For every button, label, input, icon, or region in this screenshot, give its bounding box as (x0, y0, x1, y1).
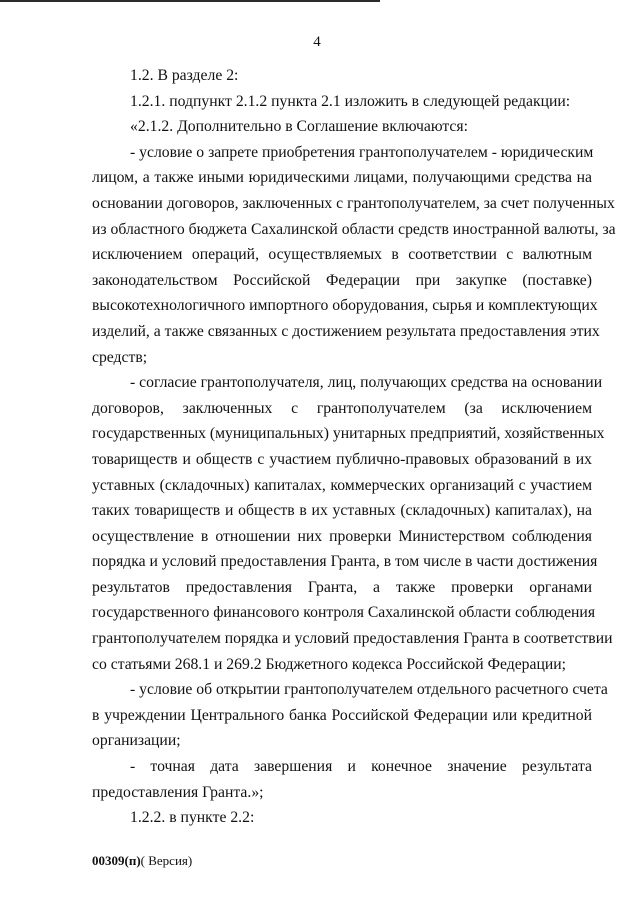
text-line: государственного финансового контроля Сахалинской области соблюдения (92, 604, 596, 622)
text-line: предоставления Гранта.»; (92, 783, 264, 801)
text-line: - условие о запрете приобретения грантополучателем - юридическим (130, 143, 594, 161)
page-number: 4 (313, 34, 321, 50)
text-line: грантополучателем порядка и условий предоставления Гранта в соответствии (92, 630, 613, 648)
text-line: товариществ и обществ с участием публично-правовых образований в их (92, 450, 592, 468)
document-body (92, 63, 616, 831)
text-line: порядка и условий предоставления Гранта, в том числе в части достижения (92, 553, 598, 571)
text-line: в учреждении Центрального банка Российской Федерации или кредитной (92, 706, 592, 724)
text-line: законодательством Российской Федерации при закупке (поставке) (92, 271, 592, 289)
text-line: уставных (складочных) капиталах, коммерческих организаций с участием (92, 476, 592, 494)
footer-code: 00309(п) (92, 853, 141, 868)
text-line: со статьями 268.1 и 269.2 Бюджетного кодекса Российской Федерации; (92, 655, 567, 673)
text-line: - согласие грантополучателя, лиц, получающих средства на основании (130, 374, 603, 392)
text-line: таких товариществ и обществ в их уставных (складочных) капиталах), на (92, 502, 592, 520)
text-line: исключением операций, осуществляемых в соответствии с валютным (92, 246, 592, 264)
top-scan-rule (0, 0, 380, 2)
text-line: договоров, заключенных с грантополучателем (за исключением (92, 399, 592, 417)
text-line: организации; (92, 732, 181, 750)
text-line: «2.1.2. Дополнительно в Соглашение включаются: (130, 118, 468, 136)
text-line: - точная дата завершения и конечное значение результата (130, 758, 592, 776)
text-line: изделий, а также связанных с достижением результата предоставления этих (92, 322, 600, 340)
text-line: средств; (92, 348, 148, 366)
text-line: государственных (муниципальных) унитарных предприятий, хозяйственных (92, 425, 605, 443)
text-line: высокотехнологичного импортного оборудования, сырья и комплектующих (92, 297, 598, 315)
text-line: результатов предоставления Гранта, а также проверки органами (92, 578, 592, 596)
text-line: - условие об открытии грантополучателем отдельного расчетного счета (130, 681, 608, 699)
footer-document-code (92, 853, 192, 869)
text-line: из областного бюджета Сахалинской области средств иностранной валюты, за (92, 220, 616, 238)
text-line: 1.2. В разделе 2: (130, 67, 239, 84)
text-line: 1.2.2. в пункте 2.2: (130, 809, 255, 827)
text-line: основании договоров, заключенных с грантополучателем, за счет полученных (92, 194, 615, 212)
text-line: 1.2.1. подпункт 2.1.2 пункта 2.1 изложить в следующей редакции: (130, 92, 571, 110)
text-line: лицом, а также иными юридическими лицами, получающими средства на (92, 169, 592, 187)
text-line: осуществление в отношении них проверки Министерством соблюдения (92, 527, 592, 545)
footer-version: ( Версия) (140, 853, 193, 868)
